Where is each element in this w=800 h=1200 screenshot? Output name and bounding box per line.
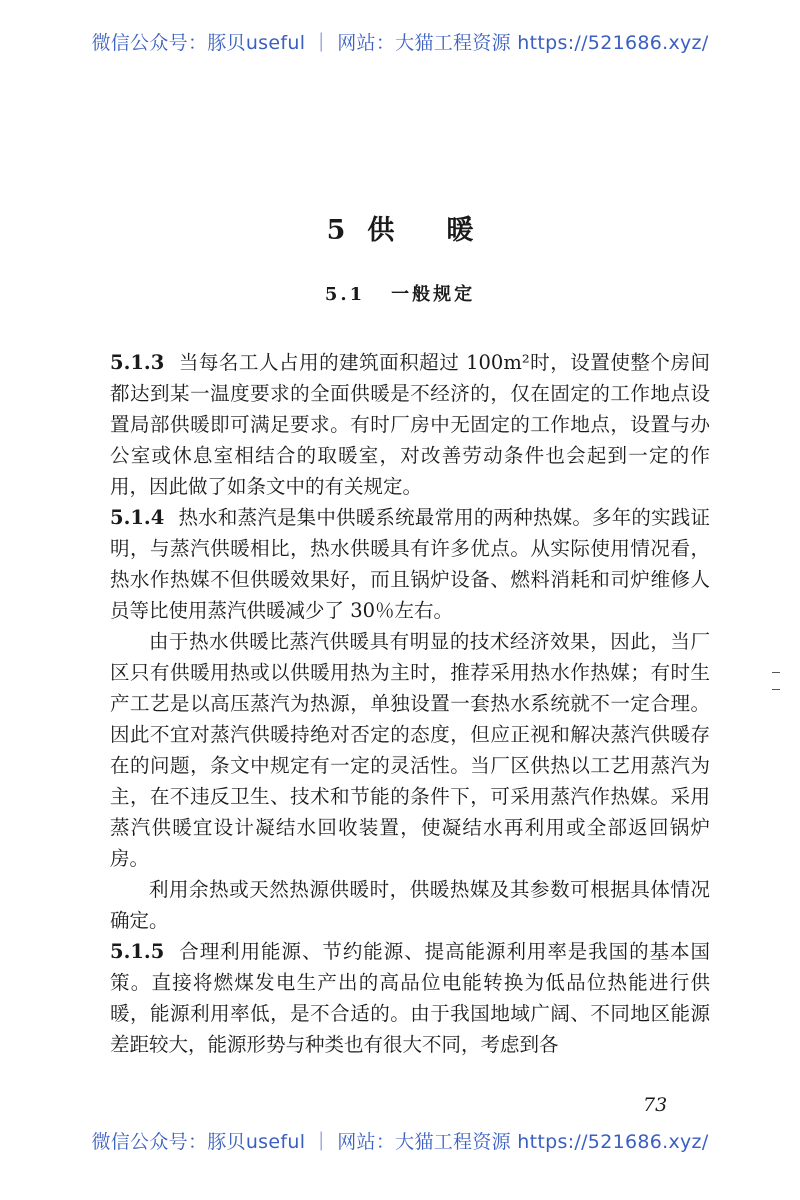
section-number: 5.1 [324, 284, 366, 305]
clause-number: 5.1.3 [110, 351, 165, 374]
watermark-bottom: 微信公众号：豚贝useful ｜ 网站：大猫工程资源 https://521686.xyz/ [91, 1131, 709, 1153]
chapter-title-part1: 供 [367, 215, 395, 246]
clause-number: 5.1.4 [110, 506, 165, 529]
clause-text: 合理利用能源、节约能源、提高能源利用率是我国的基本国策。直接将燃煤发电生产出的高品位电能转换为低品位热能进行供暖，能源利用率低，是不合适的。由于我国地域广阔、不同地区能源差距较大，能源形势与种类也有很大不同，考虑到各 [110, 940, 710, 1056]
chapter-number: 5 [326, 215, 346, 246]
clause-5-1-4 [110, 502, 710, 626]
clause-text: 当每名工人占用的建筑面积超过 100m²时，设置使整个房间都达到某一温度要求的全面供暖是不经济的，仅在固定的工作地点设置局部供暖即可满足要求。有时厂房中无固定的工作地点，设置与办公室或休息室相结合的取暖室，对改善劳动条件也会起到一定的作用，因此做了如条文中的有关规定。 [110, 351, 710, 498]
clause-number: 5.1.5 [110, 940, 165, 963]
clause-5-1-5 [110, 936, 710, 1060]
margin-mark [772, 689, 780, 690]
section-title-text: 一般规定 [391, 284, 476, 305]
page-number: 73 [643, 1094, 668, 1116]
section-title [0, 280, 800, 306]
watermark-top: 微信公众号：豚贝useful ｜ 网站：大猫工程资源 https://521686.xyz/ [91, 32, 709, 54]
margin-mark [772, 672, 780, 673]
chapter-title-part2: 暖 [446, 215, 474, 246]
body-text [110, 347, 710, 1060]
clause-5-1-3 [110, 347, 710, 502]
chapter-title [0, 208, 800, 247]
clause-5-1-4-paragraph-2: 由于热水供暖比蒸汽供暖具有明显的技术经济效果，因此，当厂区只有供暖用热或以供暖用热为主时，推荐采用热水作热媒；有时生产工艺是以高压蒸汽为热源，单独设置一套热水系统就不一定合理。因此不宜对蒸汽供暖持绝对否定的态度，但应正视和解决蒸汽供暖存在的问题，条文中规定有一定的灵活性。当厂区供热以工艺用蒸汽为主，在不违反卫生、技术和节能的条件下，可采用蒸汽作热媒。采用蒸汽供暖宜设计凝结水回收装置，使凝结水再利用或全部返回锅炉房。 [110, 630, 710, 870]
clause-text: 热水和蒸汽是集中供暖系统最常用的两种热媒。多年的实践证明，与蒸汽供暖相比，热水供暖具有许多优点。从实际使用情况看，热水作热媒不但供暖效果好，而且锅炉设备、燃料消耗和司炉维修人员等比使用蒸汽供暖减少了 30％左右。 [110, 506, 710, 622]
clause-5-1-4-paragraph-3: 利用余热或天然热源供暖时，供暖热媒及其参数可根据具体情况确定。 [110, 878, 710, 932]
